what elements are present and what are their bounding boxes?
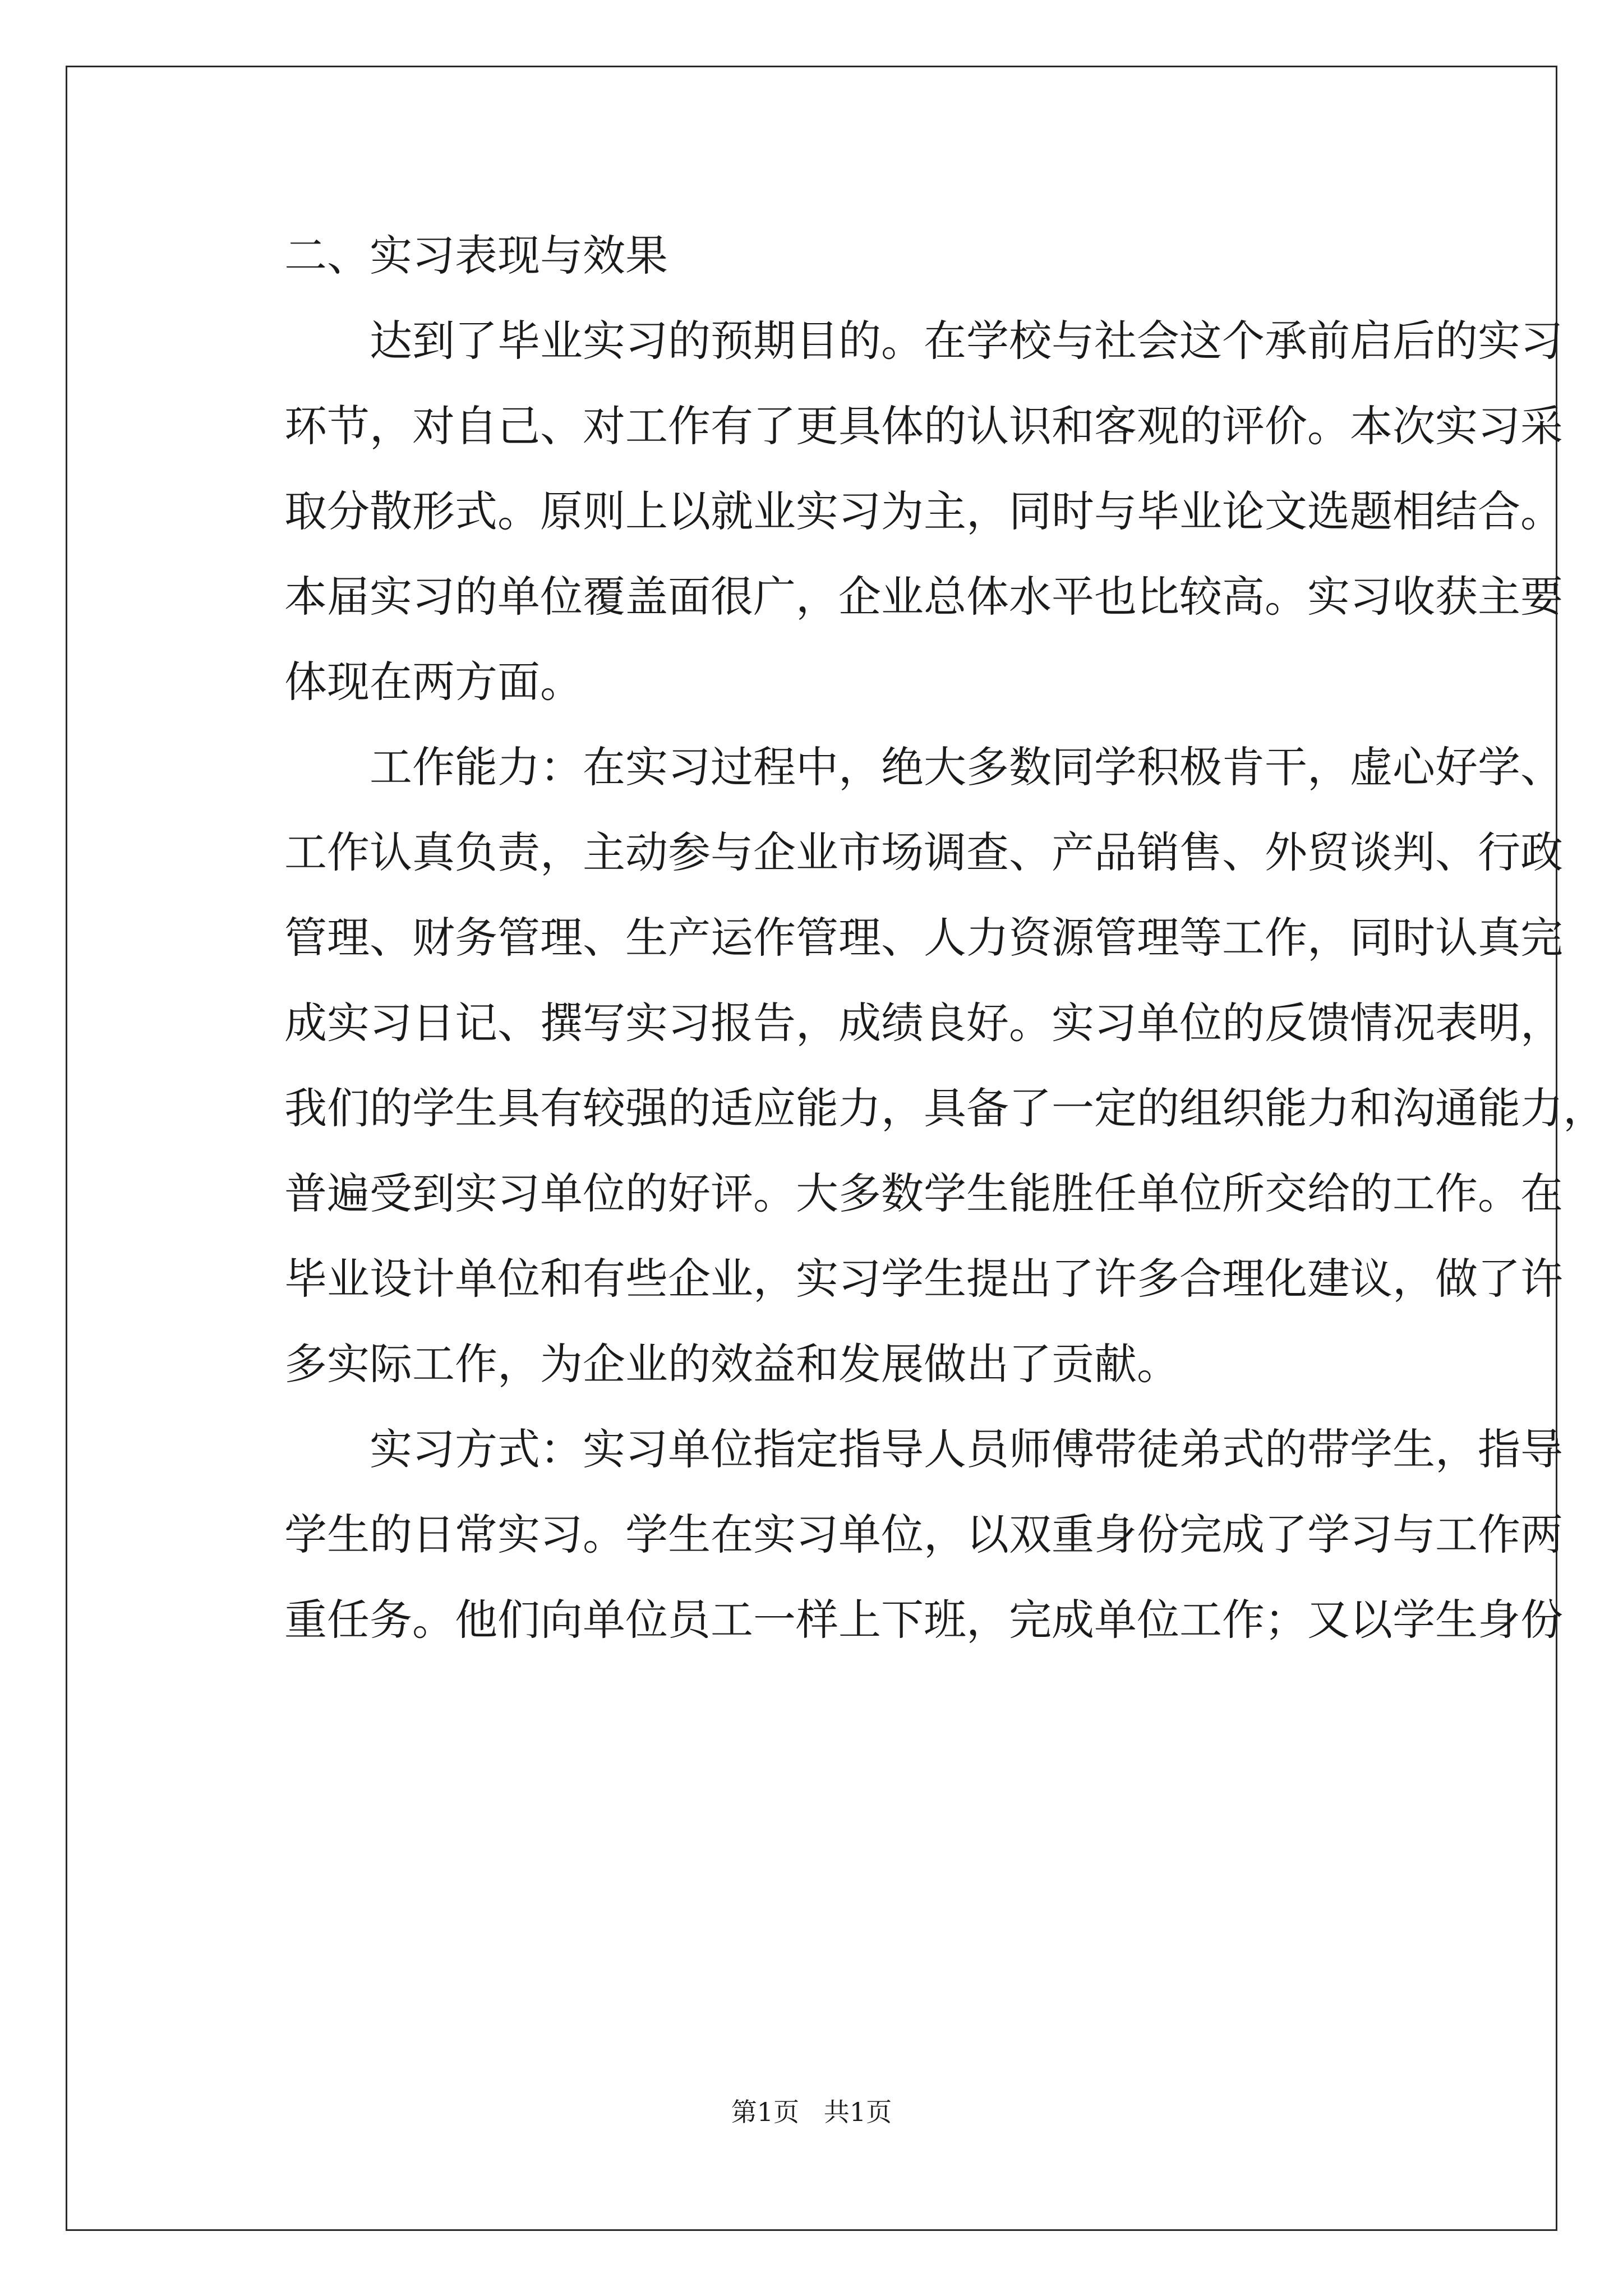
- paragraph-line: 学生的日常实习。学生在实习单位，以双重身份完成了学习与工作两: [284, 1510, 1563, 1559]
- paragraph-line: 环节，对自己、对工作有了更具体的认识和客观的评价。本次实习采: [284, 401, 1563, 451]
- paragraph-line: 取分散形式。原则上以就业实习为主，同时与毕业论文选题相结合。: [284, 486, 1563, 536]
- section-heading: 二、实习表现与效果: [284, 231, 668, 280]
- page-footer: 第1页 共1页: [731, 2097, 892, 2127]
- paragraph-internship-method: [199, 1407, 1563, 1663]
- paragraph-line: 我们的学生具有较强的适应能力，具备了一定的组织能力和沟通能力，: [284, 1083, 1606, 1133]
- document-body: [199, 213, 1606, 1663]
- paragraph-line: 多实际工作，为企业的效益和发展做出了贡献。: [284, 1339, 1179, 1389]
- paragraph-line: 工作能力：在实习过程中，绝大多数同学积极肯干，虚心好学、: [370, 742, 1563, 792]
- paragraph-line: 实习方式：实习单位指定指导人员师傅带徒弟式的带学生，指导: [370, 1424, 1563, 1474]
- paragraph-line: 体现在两方面。: [284, 657, 583, 707]
- paragraph-line: 毕业设计单位和有些企业，实习学生提出了许多合理化建议，做了许: [284, 1254, 1563, 1304]
- paragraph-work-ability: [199, 725, 1606, 1407]
- paragraph-line: 管理、财务管理、生产运作管理、人力资源管理等工作，同时认真完: [284, 913, 1563, 963]
- paragraph-line: 达到了毕业实习的预期目的。在学校与社会这个承前启后的实习: [370, 316, 1563, 366]
- paragraph-line: 成实习日记、撰写实习报告，成绩良好。实习单位的反馈情况表明，: [284, 998, 1563, 1048]
- paragraph-line: 本届实习的单位覆盖面很广，企业总体水平也比较高。实习收获主要: [284, 572, 1563, 622]
- paragraph-line: 普遍受到实习单位的好评。大多数学生能胜任单位所交给的工作。在: [284, 1168, 1563, 1218]
- paragraph-line: 工作认真负责，主动参与企业市场调查、产品销售、外贸谈判、行政: [284, 827, 1563, 877]
- paragraph-line: 重任务。他们向单位员工一样上下班，完成单位工作；又以学生身份: [284, 1595, 1563, 1645]
- paragraph-intro: [199, 298, 1563, 725]
